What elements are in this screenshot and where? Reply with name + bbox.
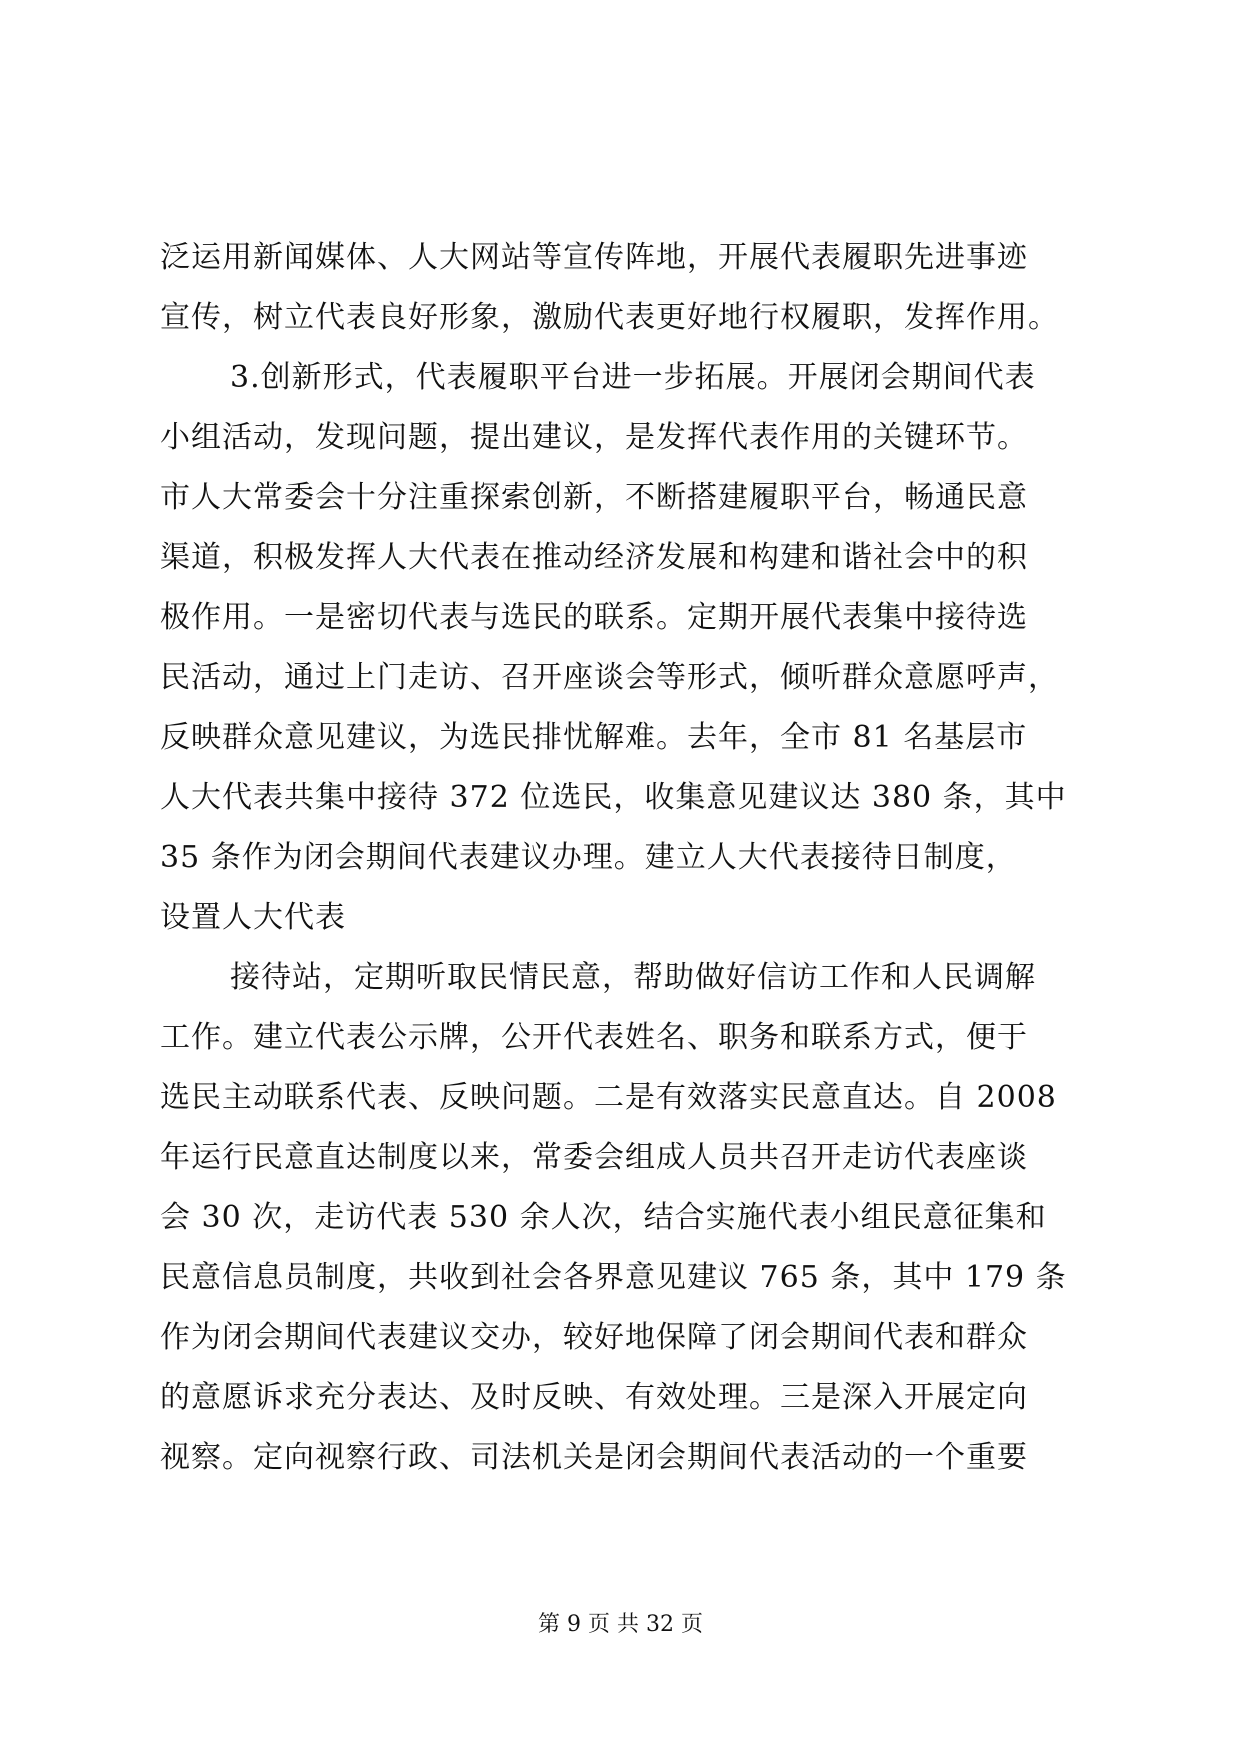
text-line: 泛运用新闻媒体、人大网站等宣传阵地，开展代表履职先进事迹 bbox=[160, 240, 1028, 275]
text-line: 人大代表共集中接待 372 位选民，收集意见建议达 380 条，其中 bbox=[160, 780, 1067, 815]
text-line: 作为闭会期间代表建议交办，较好地保障了闭会期间代表和群众 bbox=[160, 1320, 1028, 1355]
text-line: 会 30 次，走访代表 530 余人次，结合实施代表小组民意征集和 bbox=[160, 1200, 1047, 1235]
text-line: 极作用。一是密切代表与选民的联系。定期开展代表集中接待选 bbox=[160, 600, 1028, 635]
page-footer: 第 9 页 共 32 页 bbox=[538, 1612, 703, 1637]
text-line: 渠道，积极发挥人大代表在推动经济发展和构建和谐社会中的积 bbox=[160, 540, 1028, 575]
text-line: 工作。建立代表公示牌，公开代表姓名、职务和联系方式，便于 bbox=[160, 1020, 1028, 1055]
document-body bbox=[160, 228, 1090, 1488]
text-line: 3.创新形式，代表履职平台进一步拓展。开展闭会期间代表 bbox=[230, 360, 1036, 395]
text-line: 市人大常委会十分注重探索创新，不断搭建履职平台，畅通民意 bbox=[160, 480, 1028, 515]
text-line: 选民主动联系代表、反映问题。二是有效落实民意直达。自 2008 bbox=[160, 1080, 1057, 1115]
text-line: 35 条作为闭会期间代表建议办理。建立人大代表接待日制度， bbox=[160, 840, 1017, 875]
text-line: 宣传，树立代表良好形象，激励代表更好地行权履职，发挥作用。 bbox=[160, 300, 1059, 335]
text-line: 民意信息员制度，共收到社会各界意见建议 765 条，其中 179 条 bbox=[160, 1260, 1067, 1295]
text-line: 反映群众意见建议，为选民排忧解难。去年，全市 81 名基层市 bbox=[160, 720, 1028, 755]
text-line: 设置人大代表 bbox=[160, 900, 346, 935]
text-line: 小组活动，发现问题，提出建议，是发挥代表作用的关键环节。 bbox=[160, 420, 1028, 455]
text-line: 的意愿诉求充分表达、及时反映、有效处理。三是深入开展定向 bbox=[160, 1380, 1028, 1415]
text-line: 视察。定向视察行政、司法机关是闭会期间代表活动的一个重要 bbox=[160, 1440, 1028, 1475]
text-line: 年运行民意直达制度以来，常委会组成人员共召开走访代表座谈 bbox=[160, 1140, 1028, 1175]
text-line: 接待站，定期听取民情民意，帮助做好信访工作和人民调解 bbox=[230, 960, 1036, 995]
text-line: 民活动，通过上门走访、召开座谈会等形式，倾听群众意愿呼声， bbox=[160, 660, 1059, 695]
